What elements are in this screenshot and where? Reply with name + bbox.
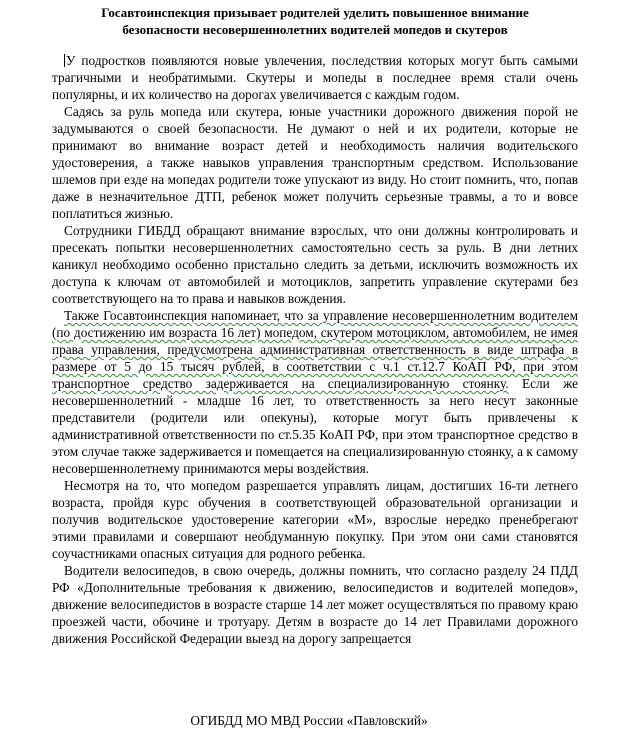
paragraph-4-rest: Если же несовершеннолетний - младше 16 лет, то ответственность за него несут законные представители (родители или опекуны), которые могут быть привлечены к административной ответственности по ст.5.35 КоАП РФ, при этом транспортное средство в этом случае также задерживается и помещается на специализированную стоянку, а к самому несовершеннолетнему принимаются меры воздействия.	[52, 376, 578, 476]
paragraph-1	[52, 52, 578, 103]
paragraph-3: Сотрудники ГИБДД обращают внимание взрослых, что они должны контролировать и пресекать попытки несовершеннолетних самостоятельно сесть за руль. В дни летних каникул необходимо особенно пристально следить за детьми, исключить возможность их доступа к ключам от автомобилей и мотоциклов, запретить управление скутерами без соответствующего на то права и навыков вождения.	[52, 223, 578, 306]
paragraph-5: Несмотря на то, что мопедом разрешается управлять лицам, достигших 16-ти летнего возраста, пройдя курс обучения в соответствующей образовательной организации и получив водительское удостоверение категории «М», взрослые нередко пренебрегают этими правилами и совершают необдуманную покупку. При этом они сами становятся соучастниками опасных ситуация для родного ребенка.	[52, 478, 578, 561]
document-title	[52, 4, 578, 38]
title-line-1: Госавтоинспекция призывает родителей уделить повышенное внимание	[101, 5, 529, 20]
paragraph-4	[52, 307, 578, 477]
paragraph-6: Водители велосипедов, в свою очередь, должны помнить, что согласно разделу 24 ПДД РФ «Дополнительные требования к движению, велосипедистов и водителей мопедов», движение велосипедистов в возрасте старше 14 лет может осуществляться по правому краю проезжей части, обочине и тротуару. Детям в возрасте до 14 лет Правилами дорожного движения Российской Федерации выезд на дорогу запрещается	[52, 563, 578, 646]
title-line-2: безопасности несовершеннолетних водителей мопедов и скутеров	[122, 22, 508, 37]
paragraph-1-text: У подростков появляются новые увлечения, последствия которых могут быть самыми трагичными и необратимыми. Скутеры и мопеды в последнее время стали очень популярны, и их количество на дорогах увеличивается с каждым годом.	[52, 53, 578, 102]
document-footer-signature: ОГИБДД МО МВД России «Павловский»	[190, 713, 428, 728]
spellcheck-marked-text: Также Госавтоинспекция напоминает, что за управление несовершеннолетним водителем (по достижению им возраста 16 лет) мопедом, скутером мотоциклом, автомобилем, не имея права управления, предусмотрена административная ответственность в виде штрафа в размере от 5 до 15 тысяч рублей, в соответствии с ч.1 ст.12.7 КоАП РФ, при этом транспортное средство задерживается на специализированную стоянку.	[52, 308, 578, 391]
paragraph-2: Садясь за руль мопеда или скутера, юные участники дорожного движения порой не задумываются о своей безопасности. Не думают о ней и их родители, которые не принимают во внимание возраст детей и необходимость наличия водительского удостоверения, а также навыков управления транспортным средством. Использование шлемов при езде на мопедах родители тоже упускают из виду. Но стоит помнить, что, попав даже в незначительное ДТП, ребенок может получить серьезные травмы, а то и вовсе поплатиться жизнью.	[52, 104, 578, 221]
text-cursor-icon	[64, 54, 65, 67]
